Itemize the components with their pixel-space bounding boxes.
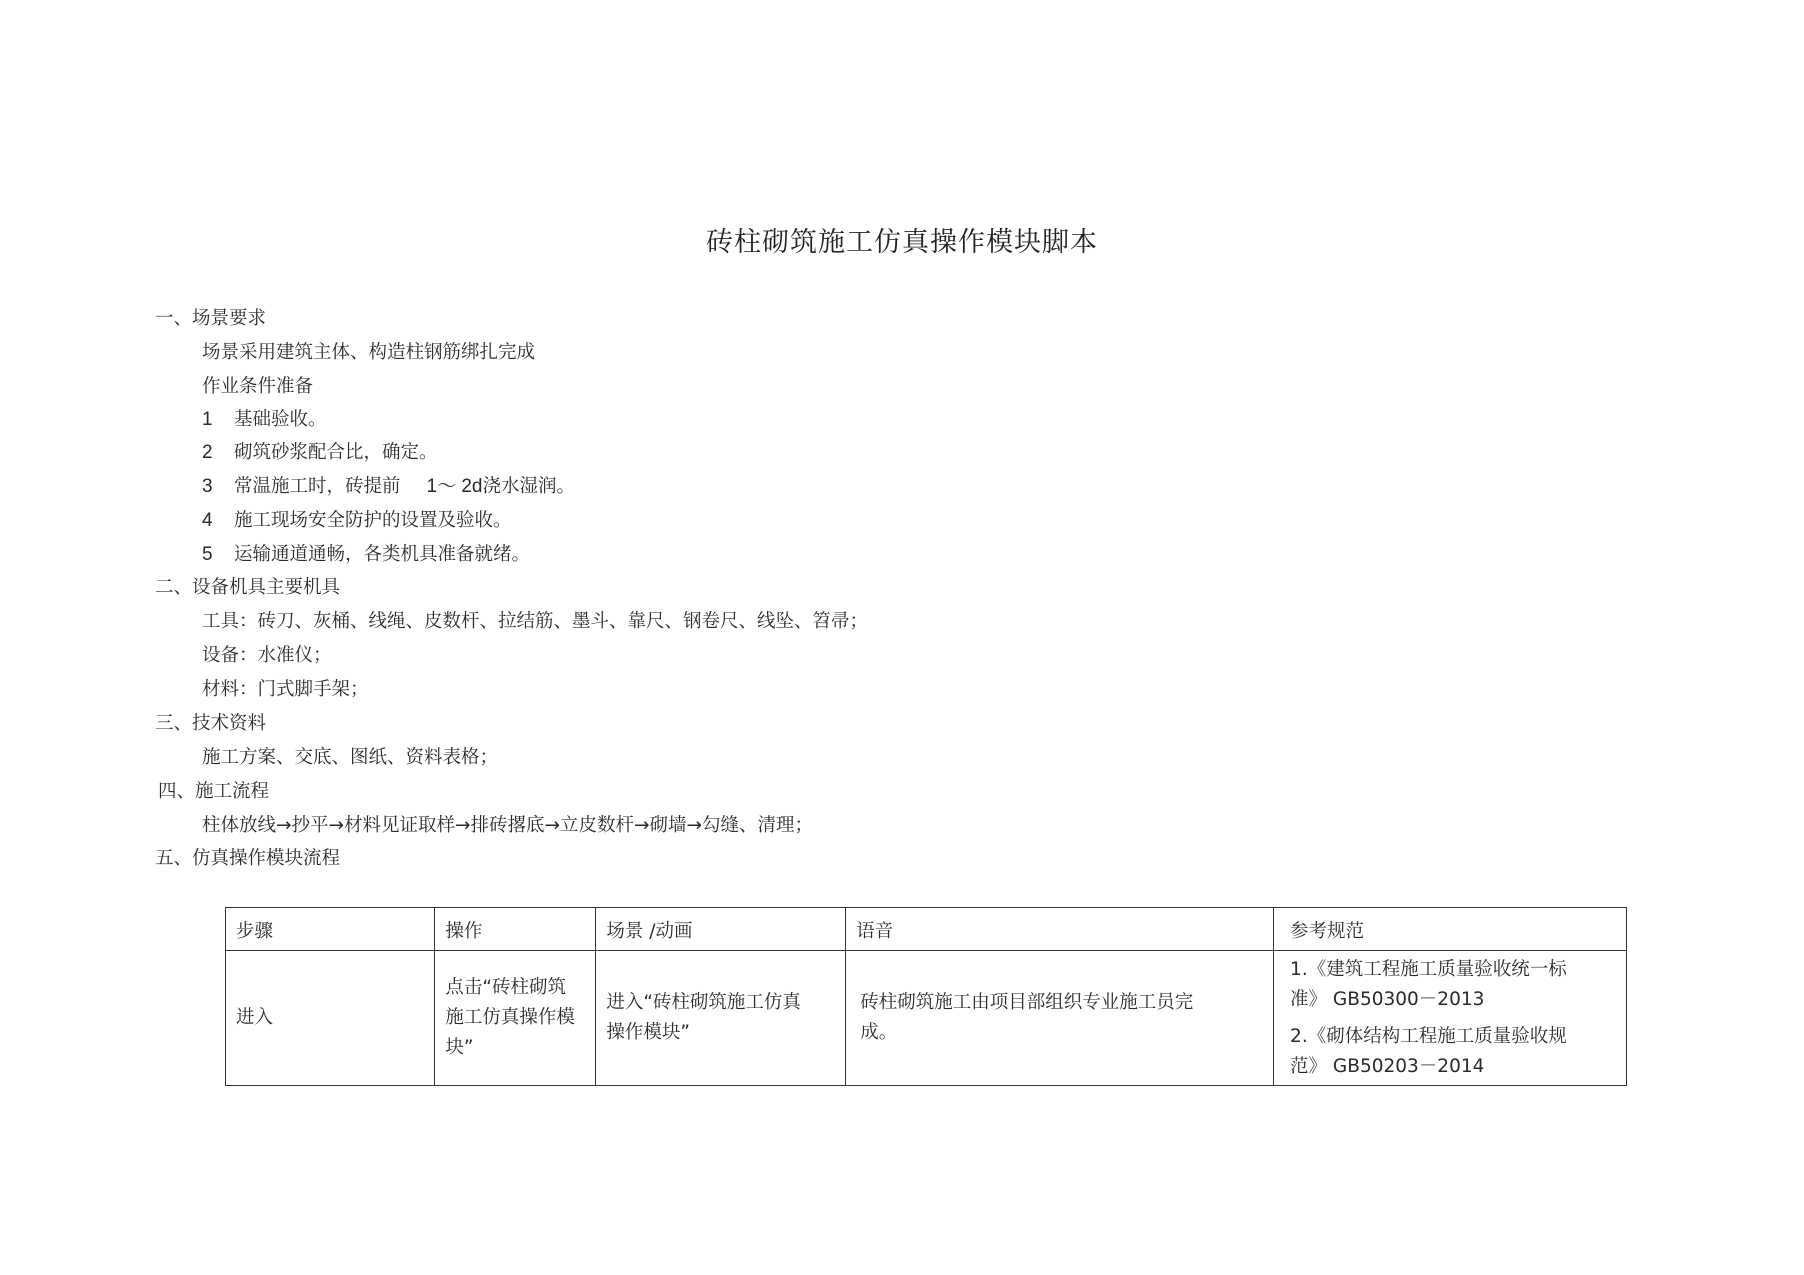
reference-1: 1.《建筑工程施工质量验收统一标准》 GB50300－2013	[1290, 958, 1567, 1010]
voice-text: 砖柱砌筑施工由项目部组织专业施工员完成。	[860, 992, 1194, 1043]
header-reference: 参考规范	[1274, 908, 1627, 951]
scene-text: 进入“砖柱砌筑施工仿真操作模块”	[606, 992, 801, 1043]
prep-item-number: 4	[202, 510, 213, 531]
header-voice: 语音	[846, 908, 1274, 951]
header-operation: 操作	[435, 908, 596, 951]
prep-item-1	[202, 408, 327, 432]
cell-reference	[1274, 951, 1627, 1086]
prep-item-5	[202, 543, 530, 567]
section-3-line-1: 施工方案、交底、图纸、资料表格；	[202, 747, 499, 768]
document-title: 砖柱砌筑施工仿真操作模块脚本	[706, 227, 1098, 258]
prep-item-4	[202, 509, 512, 533]
section-1-heading: 一、场景要求	[155, 308, 267, 329]
equipment-line: 设备：水准仪；	[202, 645, 332, 666]
cell-operation	[435, 951, 596, 1086]
prep-item-days: 1～ 2d	[426, 476, 483, 497]
prep-item-text: 基础验收。	[234, 409, 327, 430]
tools-line: 工具：砖刀、灰桶、线绳、皮数杆、拉结筋、墨斗、靠尺、钢卷尺、线坠、笤帚；	[202, 611, 869, 632]
construction-flow-line: 柱体放线→抄平→材料见证取样→排砖撂底→立皮数杆→砌墙→勾缝、清理；	[202, 815, 814, 836]
prep-item-3	[202, 475, 575, 499]
cell-scene	[596, 951, 846, 1086]
header-step: 步骤	[226, 908, 435, 951]
prep-item-2	[202, 441, 438, 465]
section-5-heading: 五、仿真操作模块流程	[155, 848, 341, 869]
prep-item-text-post: 浇水湿润。	[482, 476, 576, 497]
section-2-heading: 二、设备机具主要机具	[155, 577, 341, 598]
prep-item-text-pre: 常温施工时，砖提前	[234, 476, 401, 497]
section-1-line-2: 作业条件准备	[202, 376, 314, 397]
prep-item-number: 3	[202, 476, 213, 497]
cell-step: 进入	[226, 951, 435, 1086]
section-4-heading: 四、施工流程	[158, 781, 270, 802]
prep-item-number: 1	[202, 409, 213, 430]
prep-item-text: 施工现场安全防护的设置及验收。	[234, 510, 512, 531]
prep-item-number: 2	[202, 442, 213, 463]
prep-item-text: 砌筑砂浆配合比，确定。	[234, 442, 438, 463]
cell-voice	[846, 951, 1274, 1086]
table-header-row	[226, 908, 1627, 951]
operation-text: 点击“砖柱砌筑施工仿真操作模块”	[445, 977, 575, 1058]
reference-2: 2.《砌体结构工程施工质量验收规范》 GB50203－2014	[1290, 1025, 1567, 1077]
module-flow-table	[225, 907, 1627, 1086]
section-1-line-1: 场景采用建筑主体、构造柱钢筋绑扎完成	[202, 342, 536, 363]
header-scene: 场景 /动画	[596, 908, 846, 951]
section-3-heading: 三、技术资料	[155, 713, 267, 734]
materials-line: 材料：门式脚手架；	[202, 679, 369, 700]
table-row	[226, 951, 1627, 1086]
prep-item-text: 运输通道通畅，各类机具准备就绪。	[234, 544, 531, 565]
prep-item-number: 5	[202, 544, 213, 565]
